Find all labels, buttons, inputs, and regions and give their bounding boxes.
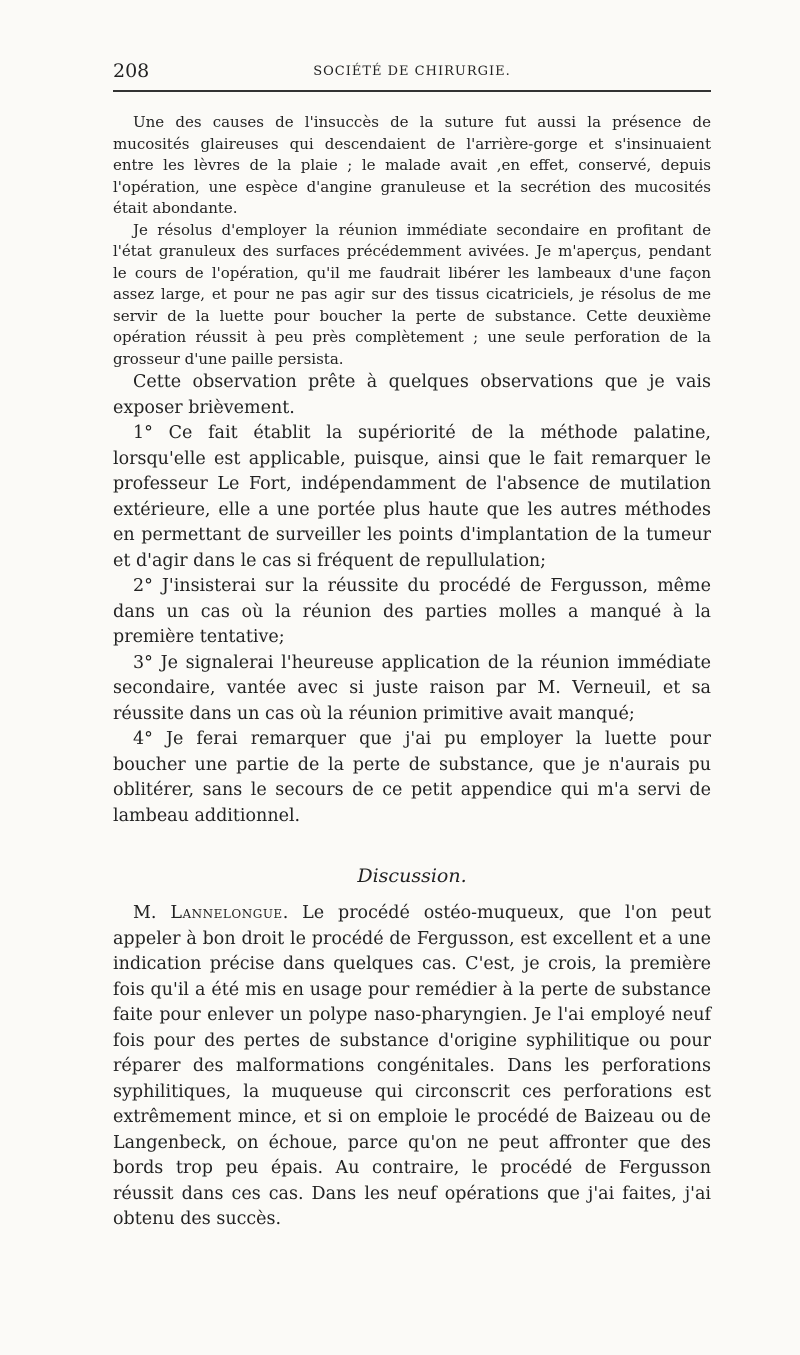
paragraph-point-4: 4° Je ferai remarquer que j'ai pu employer la luette pour boucher une partie de la perte de substance, que je n'aurais pu oblitérer, sans le secours de ce petit appendice qui m'a servi de lambeau additionnel.: [113, 729, 711, 826]
paragraph-second-operation: Je résolus d'employer la réunion immédiate secondaire en profitant de l'état granuleux des surfaces précédemment avivées. Je m'aperçus, pendant le cours de l'opération, qu'il me faudrait libérer les lambeaux d'une façon assez large, et pour ne pas agir sur des tissus cicatriciels, je résolus de me servir de la luette pour boucher la perte de substance. Cette deuxième opération réussit à peu près complètement ; une seule perforation de la grosseur d'une paille persista.: [113, 220, 711, 368]
section-heading-discussion: Discussion.: [357, 865, 467, 887]
page-number: 208: [113, 60, 150, 82]
paragraph-discussion: [113, 901, 711, 1233]
page-body: [113, 112, 711, 1233]
paragraph-observation-intro: Cette observation prête à quelques observations que je vais exposer brièvement.: [113, 372, 711, 418]
speaker-name: Lannelongue: [170, 903, 283, 923]
paragraph-point-1: 1° Ce fait établit la supériorité de la méthode palatine, lorsqu'elle est applicable, puisque, ainsi que le fait remarquer le professeur Le Fort, indépendamment de l'absence de mutilation extérieure, elle a une portée plus haute que les autres méthodes en permettant de surveiller les points d'implantation de la tumeur et d'agir dans le cas si fréquent de repullulation;: [113, 423, 711, 571]
speaker-prefix: M.: [133, 903, 171, 923]
page-header: [113, 60, 711, 92]
paragraph-causes: Une des causes de l'insuccès de la suture fut aussi la présence de mucosités glaireuses qui descendaient de l'arrière-gorge et s'insinuaient entre les lèvres de la plaie ; le malade avait ,en effet, conservé, depuis l'opération, une espèce d'angine granuleuse et la secrétion des mucosités était abondante.: [113, 113, 711, 217]
discussion-text: . Le procédé ostéo-muqueux, que l'on peut appeler à bon droit le procédé de Fergusson, est excellent et a une indication précise dans quelques cas. C'est, je crois, la première fois qu'il a été mis en usage pour remédier à la perte de substance faite pour enlever un polype naso-pharyngien. Je l'ai employé neuf fois pour des pertes de substance d'origine syphilitique ou pour réparer des malformations congénitales. Dans les perforations syphilitiques, la muqueuse qui circonscrit ces perforations est extrêmement mince, et si on emploie le procédé de Baizeau ou de Langenbeck, on échoue, parce qu'on ne peut affronter que des bords trop peu épais. Au contraire, le procédé de Fergusson réussit dans ces cas. Dans les neuf opérations que j'ai faites, j'ai obtenu des succès.: [113, 903, 711, 1229]
paragraph-point-3: 3° Je signalerai l'heureuse application de la réunion immédiate secondaire, vantée avec si juste raison par M. Verneuil, et sa réussite dans un cas où la réunion primitive avait manqué;: [113, 652, 711, 724]
running-title: SOCIÉTÉ DE CHIRURGIE.: [313, 64, 511, 79]
paragraph-point-2: 2° J'insisterai sur la réussite du procédé de Fergusson, même dans un cas où la réunion des parties molles a manqué à la première tentative;: [113, 576, 711, 647]
